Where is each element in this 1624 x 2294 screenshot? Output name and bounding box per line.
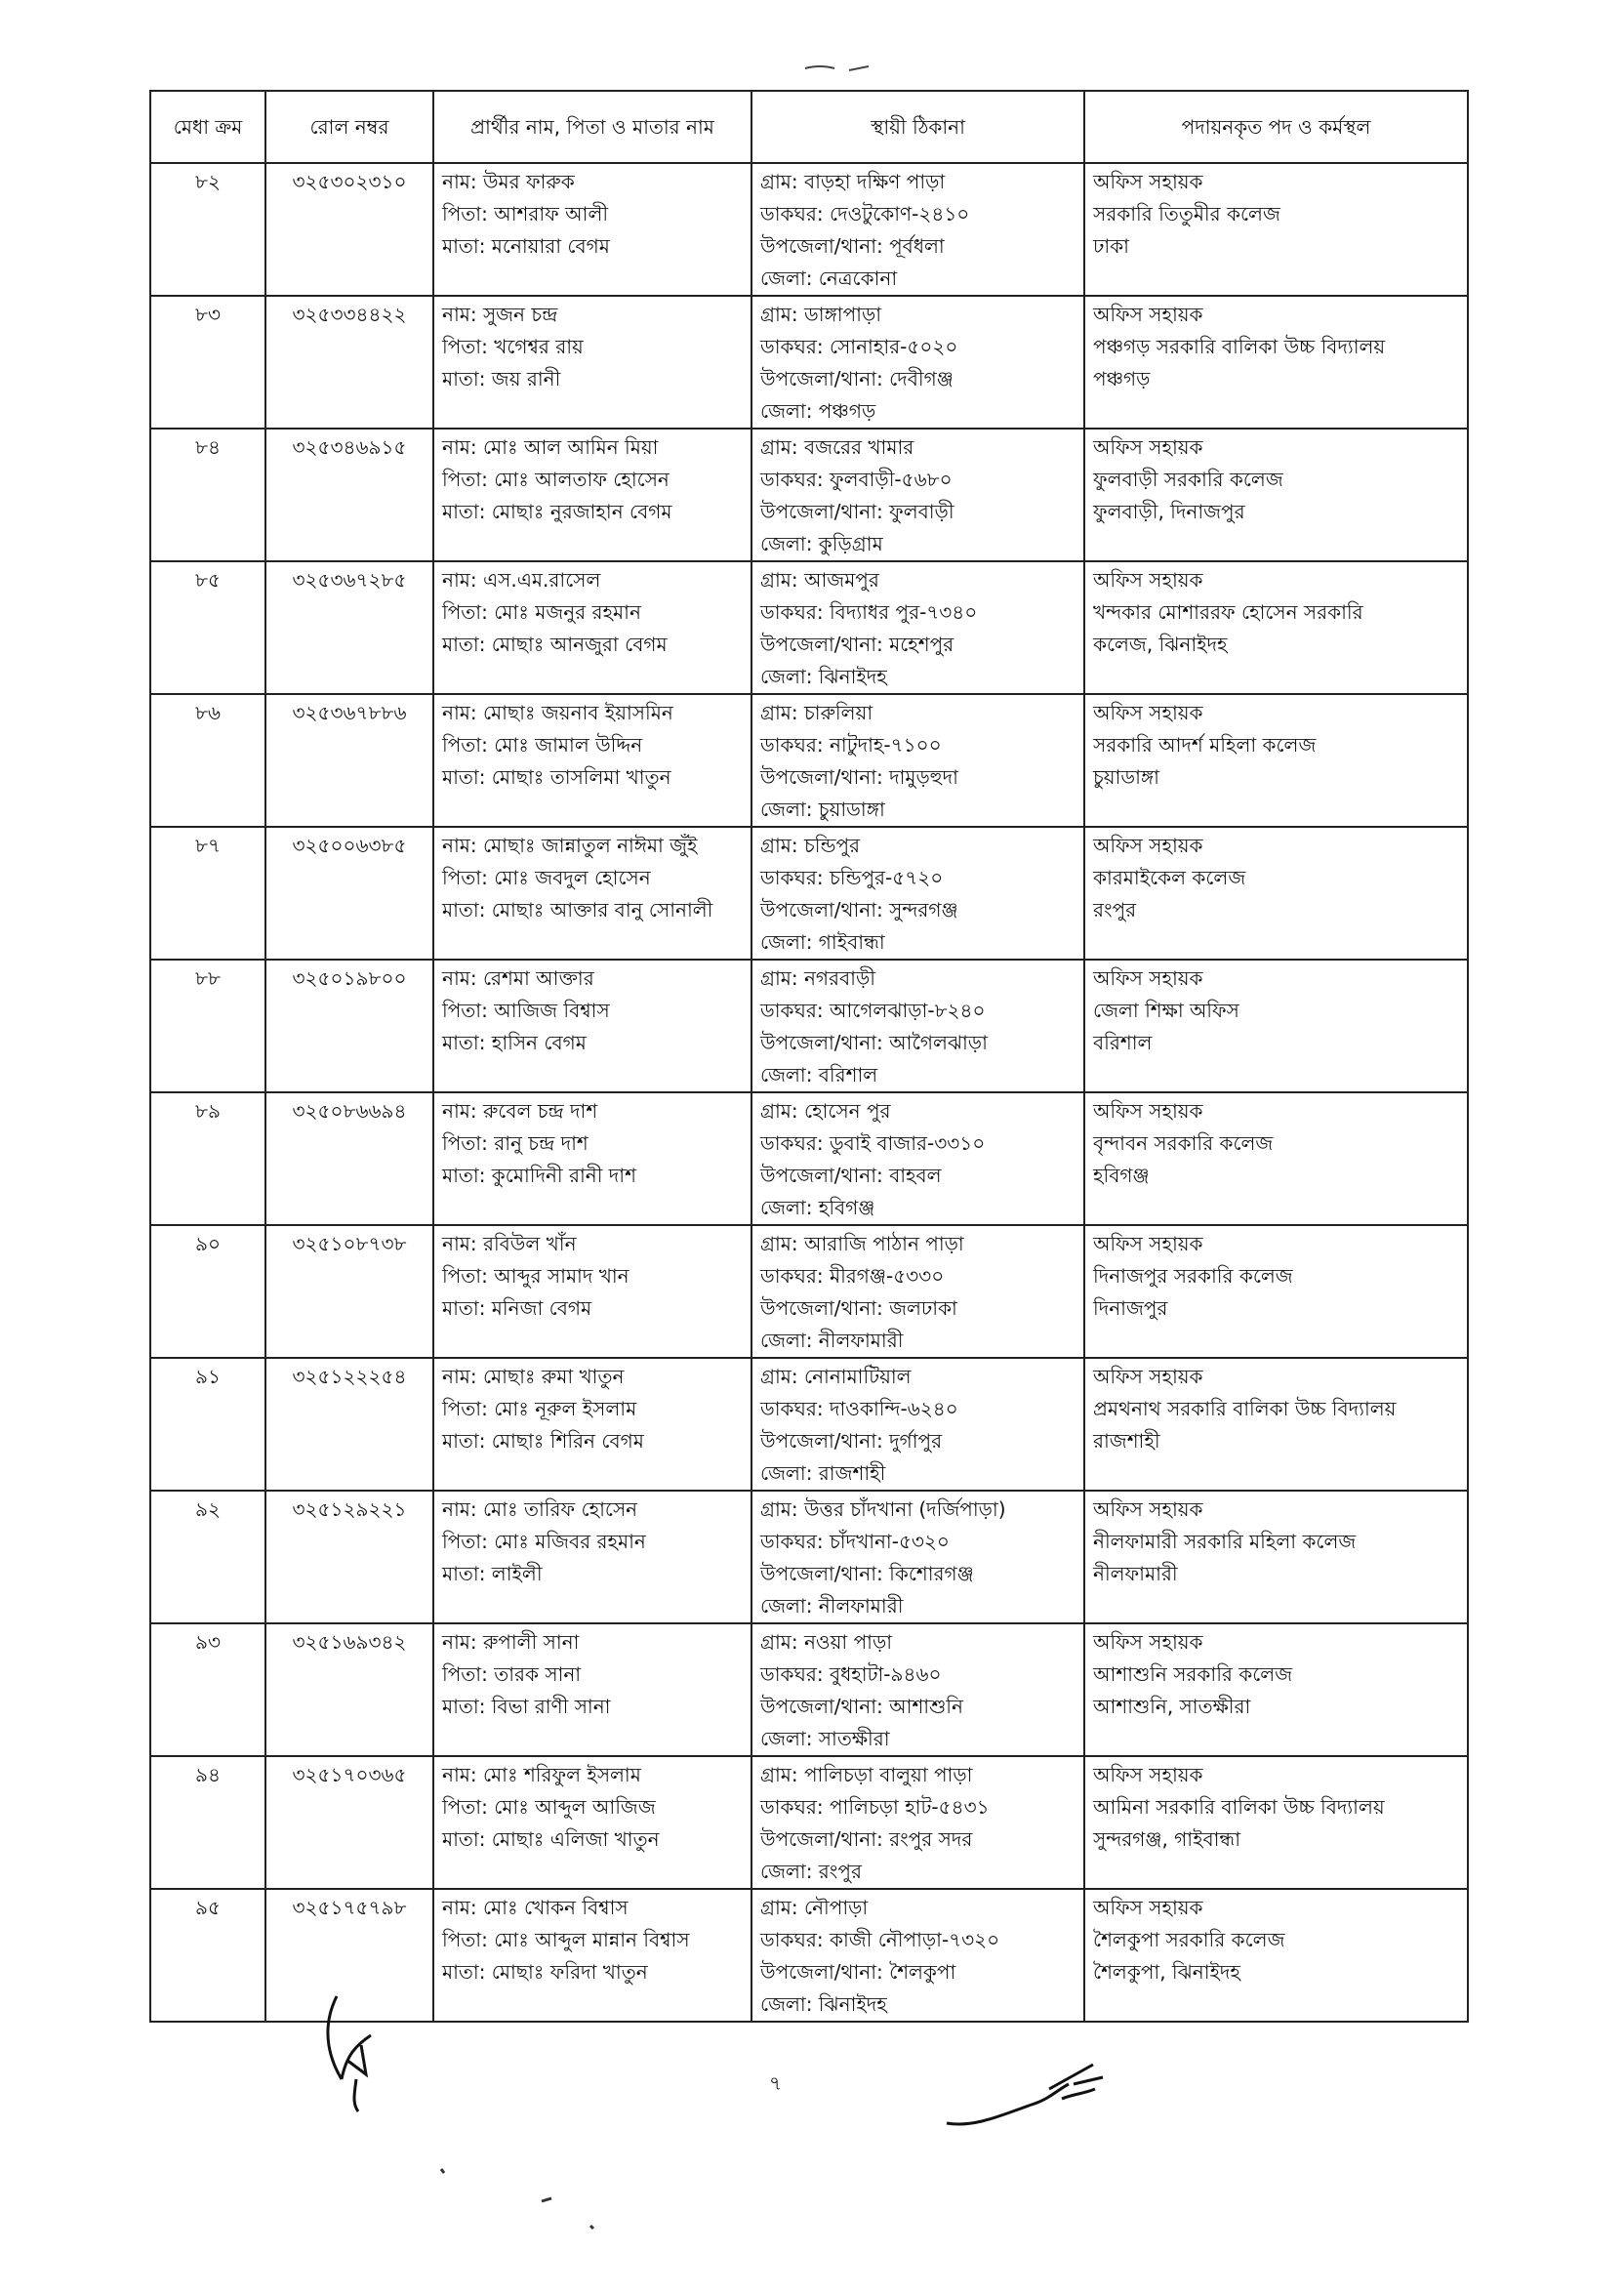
- field-village: গ্রাম: পালিচড়া বালুয়া পাড়া: [760, 1763, 973, 1786]
- cell-address: [751, 1889, 1084, 2022]
- header-posting: পদায়নকৃত পদ ও কর্মস্থল: [1084, 91, 1468, 163]
- field-upazila: উপজেলা/থানা: জলঢাকা: [760, 1296, 957, 1320]
- field-mother: মাতা: হাসিন বেগম: [442, 1031, 587, 1054]
- field-workplace2: ঢাকা: [1093, 234, 1129, 258]
- field-name: নাম: মোঃ আল আমিন মিয়া: [442, 435, 659, 459]
- field-merit: ৮২: [195, 170, 221, 193]
- cell-address: [751, 296, 1084, 429]
- field-mother: মাতা: মোছাঃ আক্তার বানু সোনালী: [442, 898, 713, 922]
- field-roll: ৩২৫১৬৯৩৪২: [292, 1630, 407, 1654]
- field-post: ডাকঘর: চন্ডিপুর-৫৭২০: [760, 866, 944, 889]
- cell-roll: [265, 429, 433, 561]
- field-workplace1: সরকারি আদর্শ মহিলা কলেজ: [1093, 733, 1317, 757]
- field-merit: ৮৭: [195, 834, 221, 857]
- cell-merit: [150, 960, 265, 1092]
- field-district: জেলা: নীলফামারী: [760, 1329, 904, 1352]
- field-post-title: অফিস সহায়ক: [1093, 303, 1203, 326]
- cell-merit: [150, 296, 265, 429]
- table-row: [150, 296, 1468, 429]
- field-village: গ্রাম: বাড়হা দক্ষিণ পাড়া: [760, 170, 946, 193]
- field-workplace2: সুন্দরগঞ্জ, গাইবান্ধা: [1093, 1827, 1241, 1851]
- field-merit: ৮৪: [195, 435, 221, 459]
- cell-merit: [150, 827, 265, 960]
- field-post: ডাকঘর: বুধহাটা-৯৪৬০: [760, 1662, 942, 1686]
- field-roll: ৩২৫০১৯৮০০: [292, 966, 407, 990]
- cell-candidate: [433, 1358, 751, 1491]
- field-name: নাম: রবিউল খাঁন: [442, 1232, 577, 1255]
- field-mother: মাতা: মনিজা বেগম: [442, 1296, 592, 1320]
- field-merit: ৮৫: [195, 568, 221, 592]
- table-row: [150, 429, 1468, 561]
- cell-address: [751, 960, 1084, 1092]
- field-roll: ৩২৫৩৬৭৮৮৬: [292, 701, 407, 724]
- cell-candidate: [433, 1623, 751, 1756]
- cell-address: [751, 827, 1084, 960]
- field-father: পিতা: রানু চন্দ্র দাশ: [442, 1131, 589, 1155]
- field-workplace1: আমিনা সরকারি বালিকা উচ্চ বিদ্যালয়: [1093, 1795, 1385, 1819]
- field-mother: মাতা: মনোয়ারা বেগম: [442, 234, 610, 258]
- field-post: ডাকঘর: পালিচড়া হাট-৫৪৩১: [760, 1795, 990, 1819]
- cell-candidate: [433, 429, 751, 561]
- field-district: জেলা: নেত্রকোনা: [760, 266, 898, 290]
- field-post-title: অফিস সহায়ক: [1093, 966, 1203, 990]
- cell-address: [751, 694, 1084, 827]
- cell-posting: [1084, 1491, 1468, 1623]
- field-district: জেলা: চুয়াডাঙ্গা: [760, 798, 885, 821]
- field-upazila: উপজেলা/থানা: দামুড়হুদা: [760, 765, 958, 789]
- field-workplace2: হবিগঞ্জ: [1093, 1164, 1150, 1187]
- cell-roll: [265, 1358, 433, 1491]
- field-name: নাম: রুবেল চন্দ্র দাশ: [442, 1099, 598, 1123]
- field-workplace1: শৈলকুপা সরকারি কলেজ: [1093, 1928, 1285, 1951]
- field-workplace2: রাজশাহী: [1093, 1429, 1160, 1453]
- field-village: গ্রাম: নওয়া পাড়া: [760, 1630, 893, 1654]
- field-district: জেলা: হবিগঞ্জ: [760, 1196, 875, 1219]
- field-post: ডাকঘর: মীরগঞ্জ-৫৩৩০: [760, 1264, 945, 1288]
- scan-mark-top: [800, 59, 878, 78]
- cell-address: [751, 1358, 1084, 1491]
- field-workplace1: বৃন্দাবন সরকারি কলেজ: [1093, 1131, 1274, 1155]
- field-village: গ্রাম: নৌপাড়া: [760, 1896, 869, 1919]
- field-roll: ৩২৫০০৬৩৮৫: [292, 834, 407, 857]
- signature-right: [937, 2050, 1122, 2138]
- header-merit: মেধা ক্রম: [150, 91, 265, 163]
- cell-candidate: [433, 1889, 751, 2022]
- field-upazila: উপজেলা/থানা: দুর্গাপুর: [760, 1429, 943, 1453]
- cell-posting: [1084, 1358, 1468, 1491]
- cell-candidate: [433, 296, 751, 429]
- cell-posting: [1084, 429, 1468, 561]
- field-merit: ৯২: [195, 1497, 221, 1521]
- field-village: গ্রাম: চারুলিয়া: [760, 701, 873, 724]
- cell-merit: [150, 694, 265, 827]
- appointment-table: [149, 90, 1469, 2023]
- field-upazila: উপজেলা/থানা: বাহবল: [760, 1164, 942, 1187]
- field-post: ডাকঘর: ফুলবাড়ী-৫৬৮০: [760, 468, 953, 491]
- field-district: জেলা: ঝিনাইদহ: [760, 1992, 887, 2016]
- field-post: ডাকঘর: নাটুদাহ-৭১০০: [760, 733, 942, 757]
- field-district: জেলা: সাতক্ষীরা: [760, 1727, 890, 1750]
- field-post-title: অফিস সহায়ক: [1093, 1630, 1203, 1654]
- field-father: পিতা: মোঃ আব্দুল আজিজ: [442, 1795, 656, 1819]
- field-village: গ্রাম: বজরের খামার: [760, 435, 914, 459]
- field-workplace1: কারমাইকেল কলেজ: [1093, 866, 1246, 889]
- field-workplace1: সরকারি তিতুমীর কলেজ: [1093, 202, 1280, 225]
- field-post-title: অফিস সহায়ক: [1093, 1763, 1203, 1786]
- cell-posting: [1084, 827, 1468, 960]
- field-post-title: অফিস সহায়ক: [1093, 1497, 1203, 1521]
- field-village: গ্রাম: চন্ডিপুর: [760, 834, 861, 857]
- cell-candidate: [433, 163, 751, 296]
- cell-address: [751, 1756, 1084, 1889]
- field-workplace2: বরিশাল: [1093, 1031, 1153, 1054]
- scan-mark-bottom: [429, 2157, 625, 2235]
- field-name: নাম: মোছাঃ জয়নাব ইয়াসমিন: [442, 701, 673, 724]
- field-roll: ৩২৫৩৬৭২৮৫: [292, 568, 407, 592]
- field-name: নাম: উমর ফারুক: [442, 170, 575, 193]
- field-father: পিতা: মোঃ জামাল উদ্দিন: [442, 733, 643, 757]
- field-merit: ৮৯: [195, 1099, 221, 1123]
- table-header-row: [150, 91, 1468, 163]
- cell-roll: [265, 1225, 433, 1358]
- field-father: পিতা: মোঃ নূরুল ইসলাম: [442, 1397, 637, 1420]
- field-mother: মাতা: মোছাঃ আনজুরা বেগম: [442, 633, 668, 656]
- field-upazila: উপজেলা/থানা: সুন্দরগঞ্জ: [760, 898, 958, 922]
- field-post-title: অফিস সহায়ক: [1093, 701, 1203, 724]
- table-row: [150, 960, 1468, 1092]
- field-post-title: অফিস সহায়ক: [1093, 834, 1203, 857]
- field-name: নাম: রেশমা আক্তার: [442, 966, 594, 990]
- field-roll: ৩২৫৩৪৬৯১৫: [292, 435, 407, 459]
- cell-candidate: [433, 1225, 751, 1358]
- field-merit: ৯৩: [195, 1630, 221, 1654]
- cell-address: [751, 1623, 1084, 1756]
- cell-candidate: [433, 694, 751, 827]
- field-workplace1: দিনাজপুর সরকারি কলেজ: [1093, 1264, 1293, 1288]
- field-upazila: উপজেলা/থানা: আগৈলঝাড়া: [760, 1031, 988, 1054]
- field-roll: ৩২৫১০৮৭৩৮: [292, 1232, 407, 1255]
- field-father: পিতা: আশরাফ আলী: [442, 202, 609, 225]
- field-name: নাম: মোছাঃ জান্নাতুল নাঈমা জুঁই: [442, 834, 698, 857]
- cell-merit: [150, 1889, 265, 2022]
- field-upazila: উপজেলা/থানা: মহেশপুর: [760, 633, 954, 656]
- field-workplace2: রংপুর: [1093, 898, 1137, 922]
- field-name: নাম: সুজন চন্দ্র: [442, 303, 558, 326]
- field-name: নাম: মোঃ খোকন বিশ্বাস: [442, 1896, 629, 1919]
- field-merit: ৮৮: [195, 966, 221, 990]
- field-village: গ্রাম: আজমপুর: [760, 568, 879, 592]
- field-roll: ৩২৫১২২২৫৪: [292, 1365, 407, 1388]
- cell-candidate: [433, 561, 751, 694]
- field-father: পিতা: মোঃ আব্দুল মান্নান বিশ্বাস: [442, 1928, 690, 1951]
- header-address: স্থায়ী ঠিকানা: [751, 91, 1084, 163]
- cell-address: [751, 561, 1084, 694]
- cell-posting: [1084, 561, 1468, 694]
- field-post-title: অফিস সহায়ক: [1093, 1232, 1203, 1255]
- table-row: [150, 827, 1468, 960]
- header-name: প্রার্থীর নাম, পিতা ও মাতার নাম: [433, 91, 751, 163]
- field-workplace2: ফুলবাড়ী, দিনাজপুর: [1093, 500, 1245, 523]
- cell-candidate: [433, 1756, 751, 1889]
- field-mother: মাতা: মোছাঃ এলিজা খাতুন: [442, 1827, 660, 1851]
- field-merit: ৯৫: [195, 1896, 221, 1919]
- field-upazila: উপজেলা/থানা: ফুলবাড়ী: [760, 500, 954, 523]
- cell-posting: [1084, 960, 1468, 1092]
- field-father: পিতা: আব্দুর সামাদ খান: [442, 1264, 629, 1288]
- table-row: [150, 1225, 1468, 1358]
- field-post-title: অফিস সহায়ক: [1093, 1896, 1203, 1919]
- field-roll: ৩২৫১২৯২২১: [292, 1497, 407, 1521]
- field-roll: ৩২৫৩৩৪৪২২: [292, 303, 407, 326]
- cell-roll: [265, 1756, 433, 1889]
- field-workplace2: নীলফামারী: [1093, 1562, 1178, 1585]
- field-upazila: উপজেলা/থানা: দেবীগঞ্জ: [760, 367, 954, 390]
- field-mother: মাতা: মোছাঃ নুরজাহান বেগম: [442, 500, 672, 523]
- field-post-title: অফিস সহায়ক: [1093, 1365, 1203, 1388]
- field-father: পিতা: মোঃ মজনুর রহমান: [442, 600, 641, 624]
- cell-address: [751, 163, 1084, 296]
- field-father: পিতা: আজিজ বিশ্বাস: [442, 999, 610, 1022]
- field-workplace1: জেলা শিক্ষা অফিস: [1093, 999, 1239, 1022]
- field-village: গ্রাম: আরাজি পাঠান পাড়া: [760, 1232, 964, 1255]
- field-post: ডাকঘর: কাজী নৌপাড়া-৭৩২০: [760, 1928, 1000, 1951]
- field-name: নাম: মোঃ শরিফুল ইসলাম: [442, 1763, 641, 1786]
- field-district: জেলা: নীলফামারী: [760, 1594, 904, 1618]
- cell-posting: [1084, 163, 1468, 296]
- field-mother: মাতা: মোছাঃ তাসলিমা খাতুন: [442, 765, 671, 789]
- page-number: ৭: [769, 2071, 783, 2095]
- table-row: [150, 1358, 1468, 1491]
- cell-roll: [265, 960, 433, 1092]
- field-father: পিতা: তারক সানা: [442, 1662, 582, 1686]
- cell-posting: [1084, 1225, 1468, 1358]
- field-workplace2: পঞ্চগড়: [1093, 367, 1151, 390]
- table-row: [150, 1756, 1468, 1889]
- field-workplace1: খন্দকার মোশাররফ হোসেন সরকারি: [1093, 600, 1363, 624]
- field-mother: মাতা: মোছাঃ শিরিন বেগম: [442, 1429, 644, 1453]
- field-workplace1: ফুলবাড়ী সরকারি কলেজ: [1093, 468, 1283, 491]
- field-post-title: অফিস সহায়ক: [1093, 568, 1203, 592]
- field-roll: ৩২৫০৮৬৬৯৪: [292, 1099, 407, 1123]
- field-roll: ৩২৫৩০২৩১০: [292, 170, 407, 193]
- field-upazila: উপজেলা/থানা: শৈলকুপা: [760, 1960, 956, 1984]
- cell-roll: [265, 1491, 433, 1623]
- field-merit: ৯১: [195, 1365, 221, 1388]
- field-father: পিতা: খগেশ্বর রায়: [442, 335, 584, 358]
- field-workplace2: দিনাজপুর: [1093, 1296, 1168, 1320]
- field-post: ডাকঘর: দাওকান্দি-৬২৪০: [760, 1397, 958, 1420]
- cell-roll: [265, 1623, 433, 1756]
- field-father: পিতা: মোঃ জবদুল হোসেন: [442, 866, 651, 889]
- field-upazila: উপজেলা/থানা: কিশোরগঞ্জ: [760, 1562, 974, 1585]
- field-mother: মাতা: কুমোদিনী রানী দাশ: [442, 1164, 636, 1187]
- cell-posting: [1084, 1092, 1468, 1225]
- table-row: [150, 163, 1468, 296]
- field-name: নাম: মোঃ তারিফ হোসেন: [442, 1497, 638, 1521]
- field-roll: ৩২৫১৭৫৭৯৮: [292, 1896, 407, 1919]
- table-row: [150, 1092, 1468, 1225]
- cell-roll: [265, 694, 433, 827]
- cell-posting: [1084, 694, 1468, 827]
- cell-address: [751, 1092, 1084, 1225]
- field-village: গ্রাম: নোনামাটিয়াল: [760, 1365, 912, 1388]
- cell-merit: [150, 1358, 265, 1491]
- table-row: [150, 694, 1468, 827]
- cell-roll: [265, 296, 433, 429]
- field-upazila: উপজেলা/থানা: রংপুর সদর: [760, 1827, 973, 1851]
- cell-candidate: [433, 1092, 751, 1225]
- field-father: পিতা: মোঃ মজিবর রহমান: [442, 1530, 646, 1553]
- field-merit: ৯০: [195, 1232, 221, 1255]
- cell-candidate: [433, 827, 751, 960]
- field-upazila: উপজেলা/থানা: আশাশুনি: [760, 1695, 963, 1718]
- field-post-title: অফিস সহায়ক: [1093, 170, 1203, 193]
- table-row: [150, 1491, 1468, 1623]
- field-mother: মাতা: জয় রানী: [442, 367, 561, 390]
- field-post: ডাকঘর: সোনাহার-৫০২০: [760, 335, 958, 358]
- field-merit: ৯৪: [195, 1763, 221, 1786]
- field-district: জেলা: বরিশাল: [760, 1063, 878, 1086]
- cell-roll: [265, 827, 433, 960]
- field-village: গ্রাম: ডাঙ্গাপাড়া: [760, 303, 882, 326]
- field-district: জেলা: গাইবান্ধা: [760, 930, 885, 954]
- field-workplace1: আশাশুনি সরকারি কলেজ: [1093, 1662, 1293, 1686]
- cell-merit: [150, 1756, 265, 1889]
- cell-merit: [150, 1623, 265, 1756]
- cell-candidate: [433, 960, 751, 1092]
- cell-posting: [1084, 296, 1468, 429]
- field-district: জেলা: পঞ্চগড়: [760, 399, 876, 423]
- cell-address: [751, 1225, 1084, 1358]
- field-workplace2: আশাশুনি, সাতক্ষীরা: [1093, 1695, 1251, 1718]
- cell-roll: [265, 1092, 433, 1225]
- field-mother: মাতা: মোছাঃ ফরিদা খাতুন: [442, 1960, 648, 1984]
- field-name: নাম: মোছাঃ রুমা খাতুন: [442, 1365, 625, 1388]
- signature-left: [317, 1987, 386, 2113]
- cell-address: [751, 1491, 1084, 1623]
- field-post-title: অফিস সহায়ক: [1093, 1099, 1203, 1123]
- field-workplace1: প্রমথনাথ সরকারি বালিকা উচ্চ বিদ্যালয়: [1093, 1397, 1397, 1420]
- cell-merit: [150, 1225, 265, 1358]
- cell-address: [751, 429, 1084, 561]
- field-mother: মাতা: বিভা রাণী সানা: [442, 1695, 611, 1718]
- field-upazila: উপজেলা/থানা: পূর্বধলা: [760, 234, 945, 258]
- field-workplace1: নীলফামারী সরকারি মহিলা কলেজ: [1093, 1530, 1357, 1553]
- field-merit: ৮৩: [195, 303, 221, 326]
- cell-posting: [1084, 1756, 1468, 1889]
- field-district: জেলা: ঝিনাইদহ: [760, 665, 887, 688]
- cell-merit: [150, 1491, 265, 1623]
- cell-merit: [150, 1092, 265, 1225]
- field-post: ডাকঘর: ডুবাই বাজার-৩৩১০: [760, 1131, 986, 1155]
- field-merit: ৮৬: [195, 701, 221, 724]
- cell-merit: [150, 429, 265, 561]
- table-row: [150, 561, 1468, 694]
- cell-merit: [150, 561, 265, 694]
- field-post-title: অফিস সহায়ক: [1093, 435, 1203, 459]
- field-workplace1: পঞ্চগড় সরকারি বালিকা উচ্চ বিদ্যালয়: [1093, 335, 1386, 358]
- cell-merit: [150, 163, 265, 296]
- field-village: গ্রাম: উত্তর চাঁদখানা (দর্জিপাড়া): [760, 1497, 1006, 1521]
- field-district: জেলা: রংপুর: [760, 1860, 862, 1883]
- field-post: ডাকঘর: বিদ্যাধর পুর-৭৩৪০: [760, 600, 978, 624]
- cell-posting: [1084, 1889, 1468, 2022]
- field-mother: মাতা: লাইলী: [442, 1562, 543, 1585]
- field-workplace2: শৈলকুপা, ঝিনাইদহ: [1093, 1960, 1240, 1984]
- cell-candidate: [433, 1491, 751, 1623]
- field-roll: ৩২৫১৭০৩৬৫: [292, 1763, 407, 1786]
- field-village: গ্রাম: হোসেন পুর: [760, 1099, 891, 1123]
- header-roll: রোল নম্বর: [265, 91, 433, 163]
- field-village: গ্রাম: নগরবাড়ী: [760, 966, 875, 990]
- field-workplace2: কলেজ, ঝিনাইদহ: [1093, 633, 1228, 656]
- field-post: ডাকঘর: চাঁদখানা-৫৩২০: [760, 1530, 950, 1553]
- cell-roll: [265, 163, 433, 296]
- field-post: ডাকঘর: আগেলঝাড়া-৮২৪০: [760, 999, 986, 1022]
- field-name: নাম: এস.এম.রাসেল: [442, 568, 601, 592]
- field-name: নাম: রুপালী সানা: [442, 1630, 580, 1654]
- cell-posting: [1084, 1623, 1468, 1756]
- field-post: ডাকঘর: দেওটুকোণ-২৪১০: [760, 202, 970, 225]
- table-row: [150, 1623, 1468, 1756]
- field-workplace2: চুয়াডাঙ্গা: [1093, 765, 1159, 789]
- field-district: জেলা: রাজশাহী: [760, 1461, 886, 1485]
- field-father: পিতা: মোঃ আলতাফ হোসেন: [442, 468, 670, 491]
- cell-roll: [265, 561, 433, 694]
- field-district: জেলা: কুড়িগ্রাম: [760, 532, 883, 555]
